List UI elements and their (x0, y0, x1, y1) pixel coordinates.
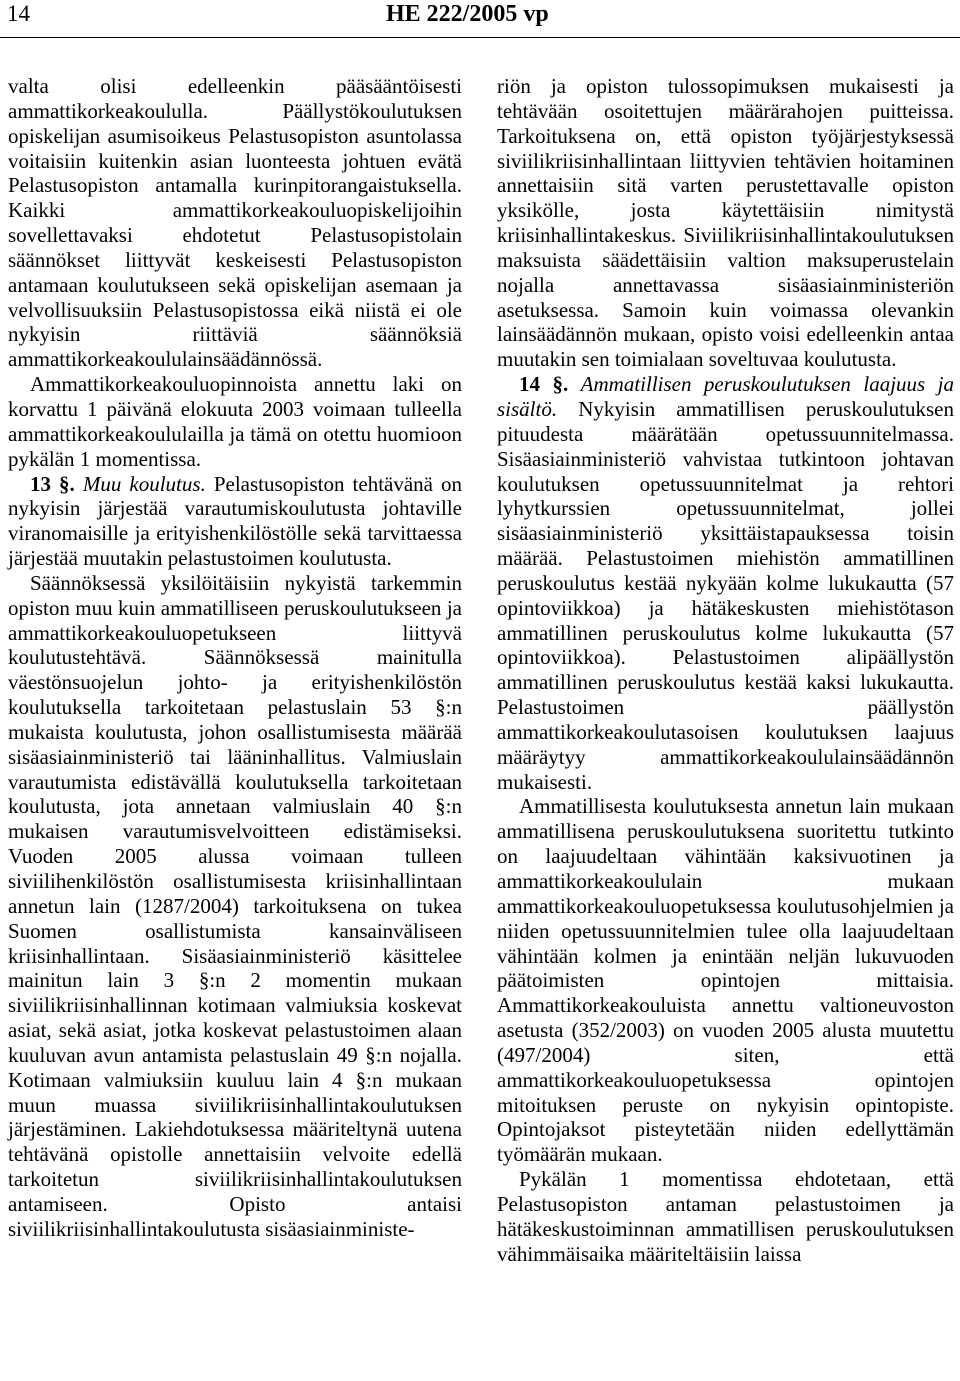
section-dot: . (562, 372, 569, 397)
document-id: HE 222/2005 vp (386, 1, 549, 27)
page-number: 14 (7, 1, 30, 26)
section-sign: § (552, 372, 563, 397)
paragraph: Ammattikorkeakouluopinnoista annettu laki on korvattu 1 päivänä elokuuta 2003 voimaan tulleella ammattikorkeakoululailla ja tämä on otettu huomioon pykälän 1 momentissa. (8, 372, 462, 471)
page-header (0, 0, 960, 40)
section-13 (8, 472, 462, 571)
left-column (8, 74, 462, 1242)
right-column (497, 74, 954, 1267)
section-sign: § (59, 471, 70, 496)
section-dot: . (69, 471, 75, 496)
section-title: Ammatillisen peruskoulutuksen laajuus ja sisältö. (497, 372, 954, 421)
paragraph: valta olisi edelleenkin pääsääntöisesti ammattikorkeakoululla. Päällystökoulutuksen opiskelijan asumisoikeus Pelastusopiston asuntolassa voitaisiin kuitenkin asian luonteesta johtuen evätä Pelastusopiston antamalla kurinpitorangaistuksella. Kaikki ammattikorkeakouluopiskelijoihin sovellettavaksi ehdotetut Pelastusopistolain säännökset liittyvät keskeisesti Pelastusopiston antamaan koulutukseen sekä opiskelijan asemaan ja velvollisuuksiin Pelastusopistossa eikä niistä ei ole nykyisin riittäviä säännöksiä ammattikorkeakoululainsäädännössä. (8, 74, 462, 372)
section-14 (497, 372, 954, 794)
section-text: Pelastusopiston tehtävänä on nykyisin järjestää varautumiskoulutusta johtaville viranomaisille ja erityishenkilöstölle sekä tarvittaessa järjestää muutakin pelastustoimen koulutusta. (8, 471, 463, 571)
paragraph: Pykälän 1 momentissa ehdotetaan, että Pelastusopiston antaman pelastustoimen ja hätäkeskustoiminnan ammatillisen peruskoulutuksen vähimmäisaika määriteltäisiin laissa (497, 1167, 954, 1266)
paragraph: Ammatillisesta koulutuksesta annetun lain mukaan ammatillisena peruskoulutuksena suoritettu tutkinto on laajuudeltaan vähintään kaksivuotinen ja ammattikorkeakoululain mukaan ammattikorkeakouluopetuksessa koulutusohjelmien ja niiden opetussuunnitelmien tulee olla laajuudeltaan vähintään kolmen ja enintään neljän lukuvuoden päätoimisten opintojen mittaisia. Ammattikorkeakouluista annettu valtioneuvoston asetusta (352/2003) on vuoden 2005 alusta muutettu (497/2004) siten, että ammattikorkeakouluopetuksessa opintojen mitoituksen peruste on nykyisin opintopiste. Opintojaksot pisteytetään niiden edellyttämän työmäärän mukaan. (497, 794, 954, 1167)
section-title: Muu koulutus. (82, 471, 206, 496)
section-number: 13 (30, 471, 51, 496)
paragraph: riön ja opiston tulossopimuksen mukaisesti ja tehtävään osoitettujen määrärahojen puitteissa. Tarkoituksena on, että opiston työjärjestyksessä siviilikriisinhallintaan liittyvien tehtävien hoitaminen annettaisiin sitä varten perustettavalle opiston yksikölle, josta käytettäisiin nimitystä kriisinhallintakeskus. Siviilikriisinhallintakoulutuksen maksuista säädettäisiin valtion maksuperustelain nojalla annettavassa sisäasiainministeriön asetuksessa. Samoin kuin voimassa olevankin lainsäädännön mukaan, opisto voisi edelleenkin antaa muutakin sen toimialaan soveltuvaa koulutusta. (497, 74, 954, 372)
paragraph: Säännöksessä yksilöitäisiin nykyistä tarkemmin opiston muu kuin ammatilliseen peruskoulutukseen ja ammattikorkeakouluopetukseen liittyvä koulutustehtävä. Säännöksessä mainitulla väestönsuojelun johto- ja erityishenkilöstön koulutuksella tarkoitetaan pelastuslain 53 §:n mukaista koulutusta, johon osallistumisesta määrää sisäasiainministeriö tai lääninhallitus. Valmiuslain varautumista edistävällä koulutuksella tarkoitetaan koulutusta, jota annetaan valmiuslain 40 §:n mukaisen varautumisvelvoitteen edistämiseksi. Vuoden 2005 alussa voimaan tulleen siviilihenkilöstön osallistumisesta kriisinhallintaan annetun lain (1287/2004) tarkoituksena on tukea Suomen osallistumista kansainväliseen kriisinhallintaan. Sisäasiainministeriö käsittelee mainitun lain 3 §:n 2 momentin mukaan siviilikriisinhallinnan kotimaan valmiuksia koskevat asiat, sekä asiat, jotka koskevat pelastustoimen alaan kuuluvan avun antamista pelastuslain 49 §:n nojalla. Kotimaan valmiuksiin kuuluu lain 4 §:n mukaan muun muassa siviilikriisinhallintakoulutuksen järjestäminen. Lakiehdotuksessa määriteltynä uutena tehtävänä opistolle annettaisiin velvoite edellä tarkoitetun siviilikriisinhallintakoulutuksen antamiseen. Opisto antaisi siviilikriisinhallintakoulutusta sisäasiainministe- (8, 570, 462, 1241)
section-text: Nykyisin ammatillisen peruskoulutuksen pituudesta määrätään opetussuunnitelmassa. Sisäasiainministeriö vahvistaa tutkintoon johtavan koulutuksen opetussuunnitelmat ja rehtori lyhytkurssien opetussuunnitelmat, jollei sisäasiainministeriö yksittäistapauksessa toisin määrää. Pelastustoimen miehistön ammatillinen peruskoulutus kestää nykyään kolme lukukautta (57 opintoviikkoa) ja hätäkeskusten miehistötason ammatillinen peruskoulutus kolme lukukautta (57 opintoviikkoa). Pelastustoimen alipäällystön ammatillinen peruskoulutus kestää kaksi lukukautta. Pelastustoimen päällystön ammattikorkeakoulutasoisen koulutuksen laajuus määräytyy ammattikorkeakoululainsäädännön mukaisesti. (497, 396, 955, 794)
header-rule (0, 37, 960, 38)
section-number: 14 (519, 372, 540, 397)
